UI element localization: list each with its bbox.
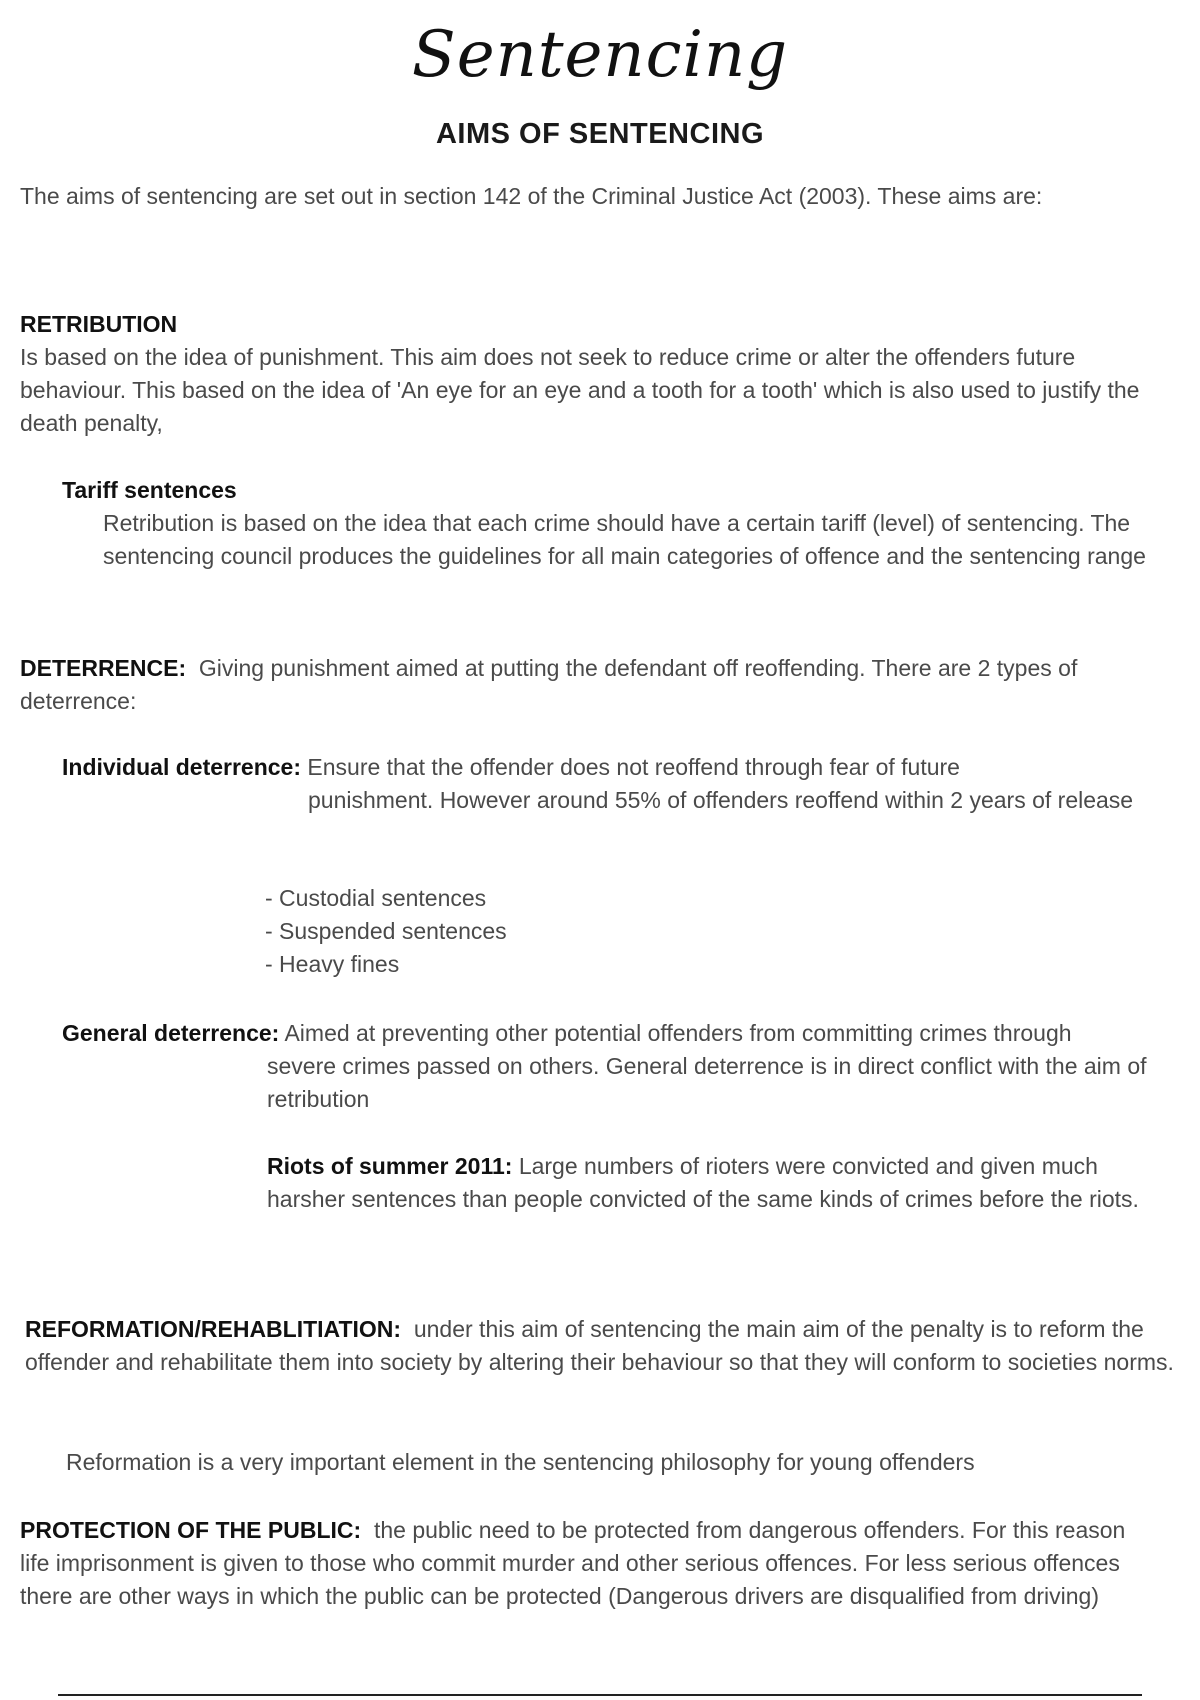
intro-paragraph: The aims of sentencing are set out in section 142 of the Criminal Justice Act (2003). These aims are:	[20, 183, 1043, 209]
deterrence-label: DETERRENCE:	[20, 655, 187, 681]
general-deterrence-label: General deterrence:	[62, 1020, 280, 1046]
individual-deterrence-rest: punishment. However around 55% of offenders reoffend within 2 years of release	[308, 787, 1134, 813]
general-deterrence-line1: Aimed at preventing other potential offenders from committing crimes through	[284, 1020, 1072, 1046]
protection-label: PROTECTION OF THE PUBLIC:	[20, 1517, 362, 1543]
deterrence-text: Giving punishment aimed at putting the defendant off reoffending. There are 2 types of deterrence:	[20, 655, 1078, 714]
tariff-label: Tariff sentences	[62, 477, 237, 503]
section-heading: AIMS OF SENTENCING	[435, 118, 764, 150]
reformation-note: Reformation is a very important element in the sentencing philosophy for young offenders	[66, 1449, 975, 1475]
list-item: - Custodial sentences	[265, 885, 487, 911]
reformation-label: REFORMATION/REHABLITIATION:	[25, 1316, 402, 1342]
individual-deterrence-line1: Ensure that the offender does not reoffend through fear of future	[307, 754, 960, 780]
tariff-label-block	[62, 474, 1162, 507]
riots-label: Riots of summer 2011:	[267, 1153, 513, 1179]
protection-text: the public need to be protected from dangerous offenders. For this reason life imprisonment is given to those who commit murder and other serious offences. For less serious offences there are other ways in which the public can be protected (Dangerous drivers are disqualified from driving)	[20, 1517, 1126, 1609]
page-title: Sentencing	[411, 18, 789, 92]
bottom-divider	[58, 1694, 1142, 1696]
general-deterrence-first-line	[62, 1017, 1192, 1050]
riots-text: Large numbers of rioters were convicted and given much harsher sentences than people convicted of the same kinds of crimes before the riots.	[267, 1153, 1139, 1212]
riots-section	[267, 1150, 1167, 1216]
individual-deterrence-first-line	[62, 751, 1162, 784]
deterrence-section	[20, 652, 1170, 718]
tariff-text: Retribution is based on the idea that each crime should have a certain tariff (level) of sentencing. The sentencing council produces the guidelines for all main categories of offence and the sentencing range	[103, 510, 1146, 569]
reformation-section	[25, 1313, 1185, 1379]
individual-deterrence-label: Individual deterrence:	[62, 754, 302, 780]
retribution-section	[20, 308, 1180, 440]
list-item: - Heavy fines	[265, 951, 400, 977]
retribution-label: RETRIBUTION	[20, 311, 178, 337]
protection-section	[20, 1514, 1150, 1613]
individual-deterrence-list	[265, 882, 507, 981]
reformation-text: under this aim of sentencing the main aim of the penalty is to reform the offender and rehabilitate them into society by altering their behaviour so that they will conform to societies norms.	[25, 1316, 1174, 1375]
list-item: - Suspended sentences	[265, 918, 507, 944]
retribution-text: Is based on the idea of punishment. This aim does not seek to reduce crime or alter the offenders future behaviour. This based on the idea of 'An eye for an eye and a tooth for a tooth' which is also used to justify the death penalty,	[20, 344, 1140, 436]
general-deterrence-rest: severe crimes passed on others. General deterrence is in direct conflict with the aim of retribution	[267, 1053, 1147, 1112]
